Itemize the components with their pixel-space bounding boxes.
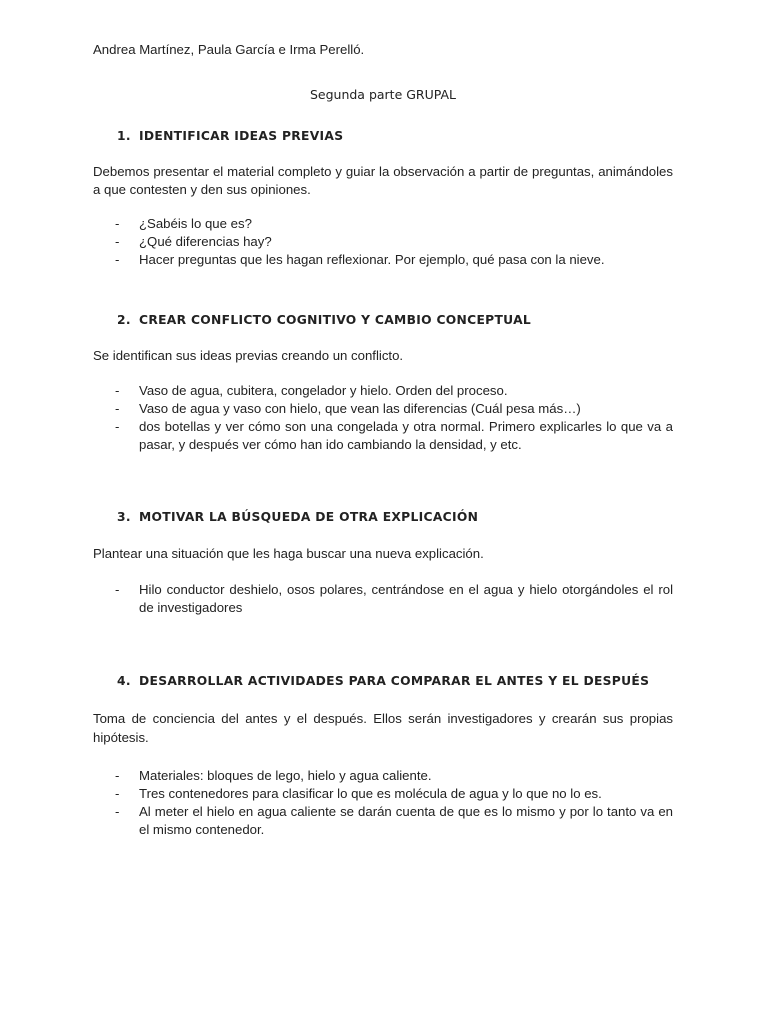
- section-2-paragraph: Se identifican sus ideas previas creando un conflicto.: [93, 348, 404, 363]
- section-2-title: CREAR CONFLICTO COGNITIVO Y CAMBIO CONCEPTUAL: [139, 313, 532, 327]
- section-3-heading: [117, 508, 478, 526]
- section-2-list: [93, 382, 673, 454]
- section-4-list: [93, 767, 673, 839]
- section-4-heading: [117, 672, 649, 690]
- section-1-number: 1.: [117, 129, 131, 143]
- dash-bullet: -: [115, 234, 120, 249]
- section-3-paragraph: Plantear una situación que les haga buscar una nueva explicación.: [93, 546, 484, 561]
- section-3-list: [93, 581, 673, 617]
- section-4-number: 4.: [117, 674, 131, 688]
- dash-bullet: -: [115, 216, 120, 231]
- dash-bullet: -: [115, 768, 120, 783]
- document-title: Segunda parte GRUPAL: [309, 87, 457, 102]
- section-3-number: 3.: [117, 510, 131, 524]
- dash-bullet: -: [115, 804, 120, 819]
- dash-bullet: -: [115, 419, 120, 434]
- section-4-paragraph: Toma de conciencia del antes y el después. Ellos serán investigadores y crearán sus propias hipótesis.: [93, 711, 673, 745]
- section-1-paragraph: Debemos presentar el material completo y guiar la observación a partir de preguntas, animándoles a que contesten y den sus opiniones.: [93, 164, 673, 197]
- dash-bullet: -: [115, 786, 120, 801]
- list-item: - Vaso de agua y vaso con hielo, que vean las diferencias (Cuál pesa más…): [115, 401, 581, 416]
- list-item: - ¿Qué diferencias hay?: [115, 234, 272, 249]
- dash-bullet: -: [115, 383, 120, 398]
- authors-line: Andrea Martínez, Paula García e Irma Perelló.: [93, 42, 365, 57]
- list-item: - Hacer preguntas que les hagan reflexionar. Por ejemplo, qué pasa con la nieve.: [115, 252, 605, 267]
- section-1-heading: [117, 127, 343, 145]
- section-1-list: [93, 215, 673, 269]
- section-3-title: MOTIVAR LA BÚSQUEDA DE OTRA EXPLICACIÓN: [139, 510, 479, 524]
- dash-bullet: -: [115, 252, 120, 267]
- dash-bullet: -: [115, 582, 120, 597]
- section-4-title: DESARROLLAR ACTIVIDADES PARA COMPARAR EL ANTES Y EL DESPUÉS: [139, 674, 650, 688]
- list-item: - dos botellas y ver cómo son una congelada y otra normal. Primero explicarles lo que va a pasar, y después ver cómo han ido cambiando la densidad, y etc.: [115, 419, 673, 452]
- section-2-heading: [117, 311, 531, 329]
- section-2-number: 2.: [117, 313, 131, 327]
- list-item: - ¿Sabéis lo que es?: [115, 216, 252, 231]
- section-1-title: IDENTIFICAR IDEAS PREVIAS: [139, 129, 344, 143]
- list-item: - Materiales: bloques de lego, hielo y agua caliente.: [115, 768, 432, 783]
- dash-bullet: -: [115, 401, 120, 416]
- list-item: - Al meter el hielo en agua caliente se darán cuenta de que es lo mismo y por lo tanto va en el mismo contenedor.: [115, 804, 673, 837]
- list-item: - Vaso de agua, cubitera, congelador y hielo. Orden del proceso.: [115, 383, 508, 398]
- list-item: - Tres contenedores para clasificar lo que es molécula de agua y lo que no lo es.: [115, 786, 602, 801]
- list-item: - Hilo conductor deshielo, osos polares, centrándose en el agua y hielo otorgándoles el rol de investigadores: [115, 582, 673, 615]
